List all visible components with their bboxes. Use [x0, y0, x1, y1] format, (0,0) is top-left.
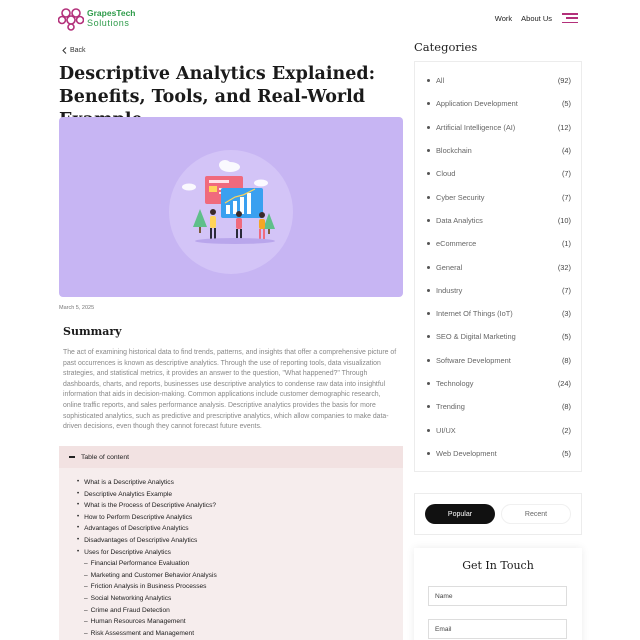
categories-title: Categories	[414, 40, 478, 54]
category-item[interactable]	[427, 395, 571, 418]
category-label: eCommerce	[427, 239, 476, 248]
back-link[interactable]	[62, 47, 86, 54]
category-count: (7)	[561, 169, 571, 179]
tab-popular[interactable]: Popular	[425, 504, 495, 524]
name-field[interactable]	[428, 586, 567, 606]
category-count: (24)	[557, 379, 571, 388]
category-item[interactable]	[427, 185, 571, 208]
category-item[interactable]	[427, 372, 571, 395]
category-label: Trending	[427, 402, 465, 411]
logo[interactable]	[58, 5, 136, 31]
site-header	[0, 0, 640, 40]
category-item[interactable]	[427, 349, 571, 372]
category-label: Application Development	[427, 99, 518, 108]
grapes-logo-icon	[58, 5, 84, 31]
menu-icon[interactable]	[562, 13, 578, 23]
toc-item[interactable]: – Marketing and Customer Behavior Analysis	[77, 570, 403, 582]
toc-item[interactable]: – Human Resources Management	[77, 616, 403, 628]
main-nav	[486, 13, 578, 23]
category-label: Cyber Security	[427, 193, 484, 202]
category-count: (5)	[561, 99, 571, 109]
toc-label: Table of content	[81, 453, 129, 461]
minus-icon	[69, 456, 75, 457]
toc-item[interactable]: • Uses for Descriptive Analytics	[77, 547, 403, 559]
category-count: (8)	[561, 402, 571, 412]
category-count: (32)	[557, 262, 571, 272]
categories-list	[414, 61, 582, 472]
toc-item[interactable]: – Friction Analysis in Business Processes	[77, 581, 403, 593]
toc-item[interactable]: – Crime and Fraud Detection	[77, 605, 403, 617]
category-label: Blockchain	[427, 146, 472, 155]
toc-item[interactable]: • What is a Descriptive Analytics	[77, 477, 403, 489]
toc-list	[59, 468, 403, 639]
category-count: (5)	[561, 448, 571, 458]
category-label: General	[427, 263, 462, 272]
category-item[interactable]	[427, 255, 571, 278]
category-count: (10)	[557, 215, 571, 225]
logo-tagline: Solutions	[87, 18, 130, 28]
toc-toggle[interactable]	[59, 446, 403, 468]
summary-text: The act of examining historical data to find trends, patterns, and insights that offer a comprehensive picture of past occurrences is known as descriptive analytics. Through the use of reporting tools, data visualization strategies, and statistical metrics, it provides an answer to the question, "What happened?" Through dashboards, charts, and reports, businesses use descriptive analytics to condense raw data into insightful information that aids in decision-making. Common applications include customer demographic research, online traffic reports, and sales performance analysis. Descriptive analytics provides the basis for more sophisticated analytics, such as predictive and prescriptive analytics, which allow companies to make data-driven decisions, even though they cannot forecast future events.	[63, 349, 397, 431]
category-label: Software Development	[427, 356, 511, 365]
toc-item[interactable]: • Descriptive Analytics Example	[77, 489, 403, 501]
categories-widget	[414, 40, 582, 472]
post-date: March 5, 2025	[59, 305, 95, 311]
nav-work[interactable]: Work	[494, 13, 513, 23]
category-label: Industry	[427, 286, 462, 295]
table-of-contents	[59, 446, 403, 640]
email-placeholder: Email	[435, 625, 452, 633]
category-label: Data Analytics	[427, 216, 483, 225]
category-label: All	[427, 76, 444, 85]
hero-illustration	[59, 117, 403, 297]
category-item[interactable]	[427, 139, 571, 162]
category-item[interactable]	[427, 209, 571, 232]
category-count: (1)	[561, 239, 571, 249]
summary-heading: Summary	[63, 325, 122, 338]
name-placeholder: Name	[435, 592, 453, 600]
category-item[interactable]	[427, 418, 571, 441]
posts-tabs	[414, 493, 582, 535]
logo-name: GrapesTech	[87, 8, 136, 18]
tab-recent[interactable]: Recent	[501, 504, 571, 524]
category-label: Artificial Intelligence (AI)	[427, 123, 515, 132]
toc-item[interactable]: • Advantages of Descriptive Analytics	[77, 523, 403, 535]
category-count: (5)	[561, 332, 571, 342]
category-item[interactable]	[427, 69, 571, 92]
back-label: Back	[70, 47, 86, 54]
category-label: Cloud	[427, 169, 455, 178]
email-field[interactable]	[428, 619, 567, 639]
category-count: (8)	[561, 355, 571, 365]
analytics-illustration	[59, 117, 403, 297]
category-label: Internet Of Things (IoT)	[427, 309, 513, 318]
category-item[interactable]	[427, 325, 571, 348]
page-title: Descriptive Analytics Explained: Benefits, Tools, and Real-World	[59, 64, 376, 107]
category-item[interactable]	[427, 116, 571, 139]
category-count: (92)	[557, 76, 571, 86]
category-item[interactable]	[427, 162, 571, 185]
toc-item[interactable]: – Social Networking Analytics	[77, 593, 403, 605]
category-item[interactable]	[427, 92, 571, 115]
category-label: Technology	[427, 379, 473, 388]
nav-about-us[interactable]: About Us	[521, 13, 552, 23]
toc-item[interactable]: • What is the Process of Descriptive Analytics?	[77, 500, 403, 512]
contact-form	[414, 548, 582, 640]
category-count: (3)	[561, 309, 571, 319]
category-item[interactable]	[427, 279, 571, 302]
category-item[interactable]	[427, 442, 571, 465]
category-label: UI/UX	[427, 426, 456, 435]
toc-item[interactable]: – Financial Performance Evaluation	[77, 558, 403, 570]
category-item[interactable]	[427, 232, 571, 255]
category-count: (7)	[561, 192, 571, 202]
category-label: Web Development	[427, 449, 497, 458]
category-count: (12)	[557, 122, 571, 132]
category-label: SEO & Digital Marketing	[427, 332, 516, 341]
chevron-left-icon	[62, 47, 67, 54]
toc-item[interactable]: – Risk Assessment and Management	[77, 628, 403, 640]
contact-title: Get In Touch	[462, 559, 534, 572]
category-count: (4)	[561, 146, 571, 156]
toc-item[interactable]: • How to Perform Descriptive Analytics	[77, 512, 403, 524]
toc-item[interactable]: • Disadvantages of Descriptive Analytics	[77, 535, 403, 547]
category-item[interactable]	[427, 302, 571, 325]
category-count: (7)	[561, 285, 571, 295]
category-count: (2)	[561, 425, 571, 435]
